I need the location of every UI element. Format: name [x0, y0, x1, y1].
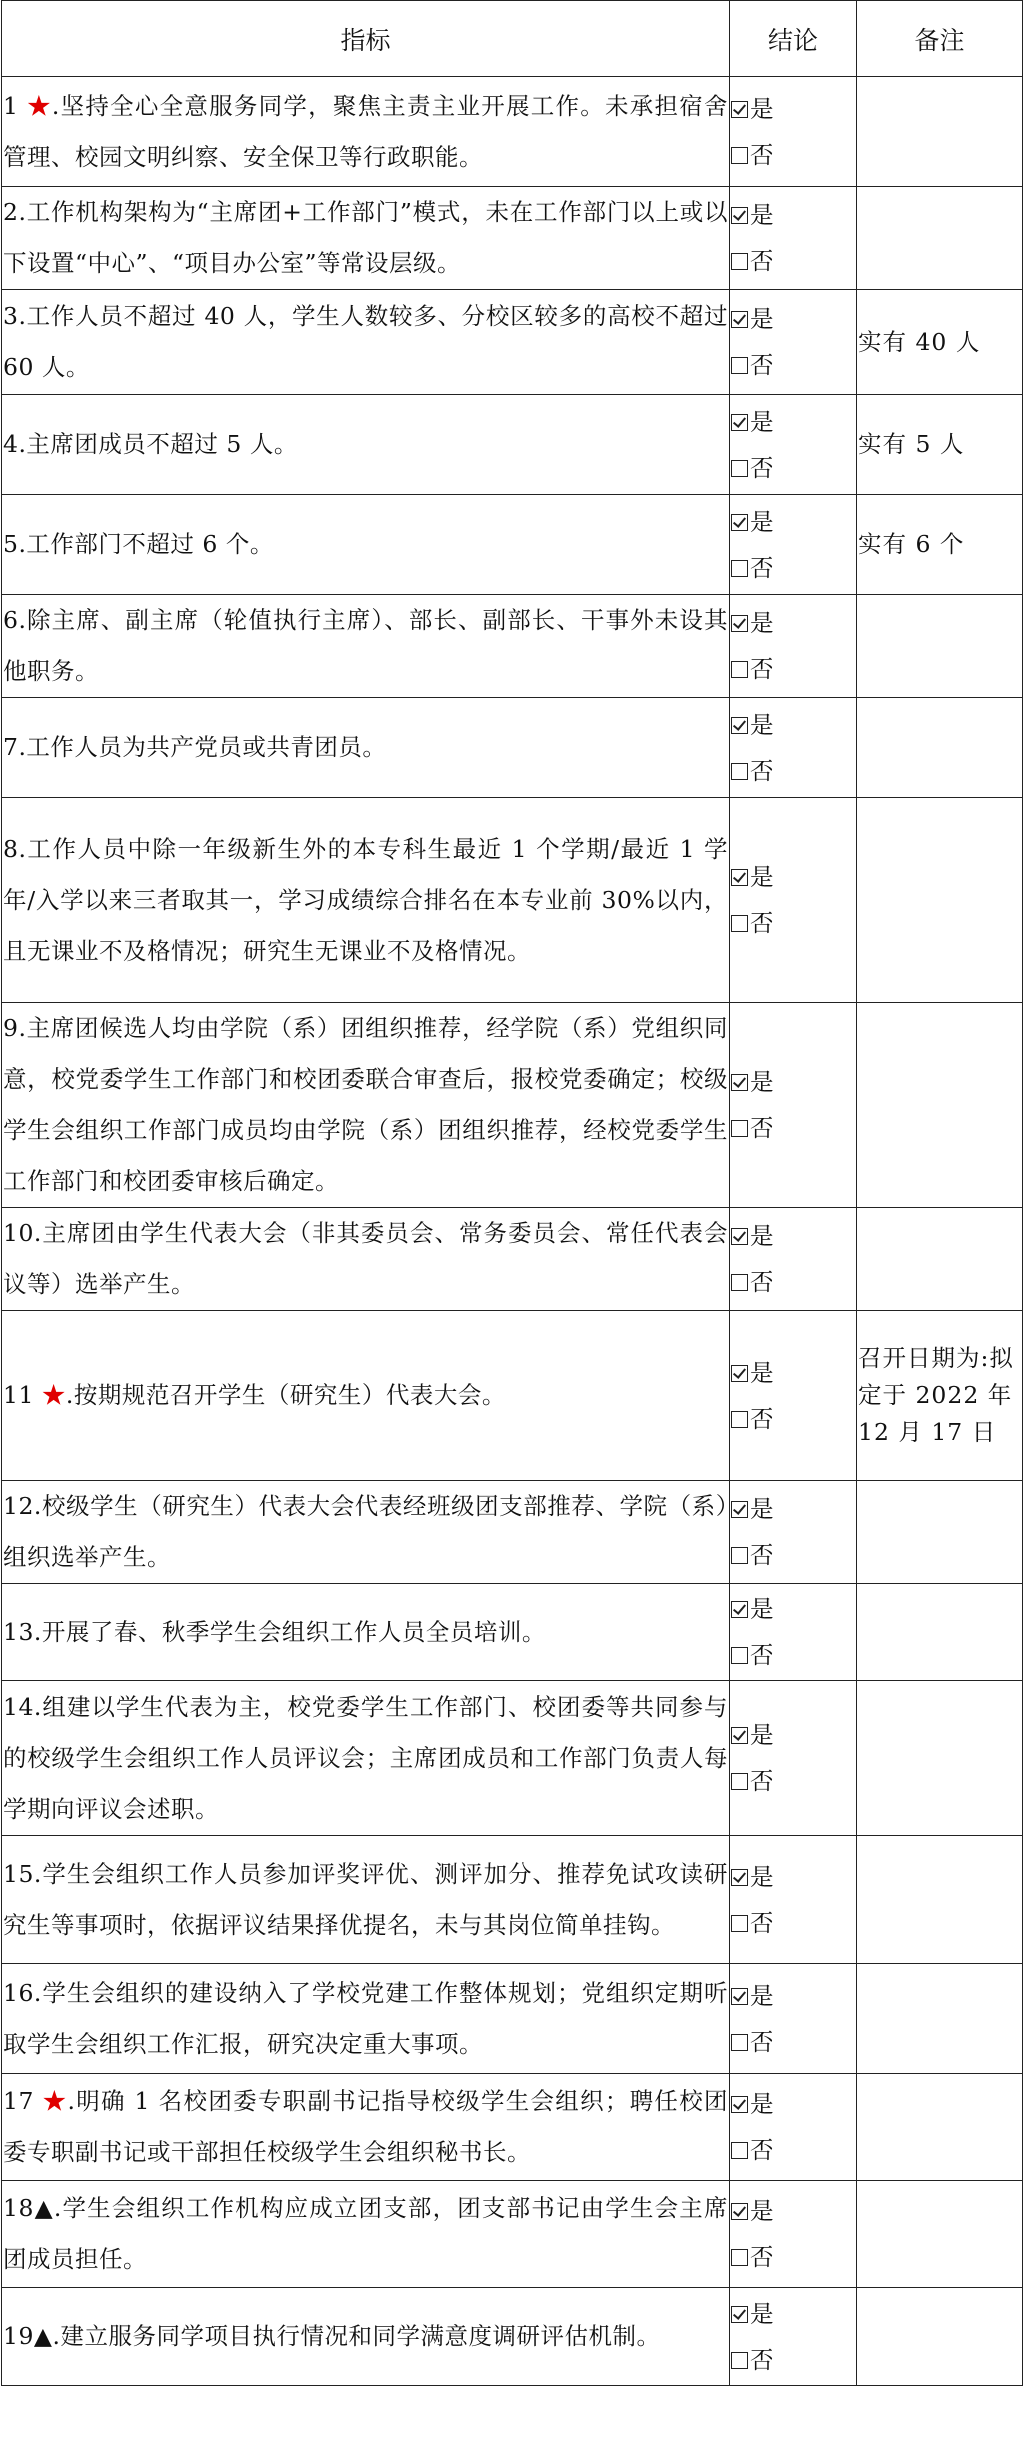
option-no[interactable] — [731, 238, 856, 284]
table-row — [2, 495, 1023, 595]
option-yes-label: 是 — [750, 1068, 774, 1096]
table-row — [2, 1481, 1023, 1584]
indicator-text: .学生会组织工作人员参加评奖评优、测评加分、推荐免试攻读研究生等事项时，依据评议结果择优提名，未与其岗位简单挂钩。 — [3, 1859, 728, 1939]
option-yes[interactable] — [731, 1350, 856, 1396]
checked-box-icon[interactable] — [731, 311, 748, 328]
indicator-number: 4 — [3, 430, 19, 458]
indicator-number: 9 — [3, 1014, 19, 1042]
indicator-number: 13 — [3, 1617, 34, 1646]
checked-box-icon[interactable] — [731, 1365, 748, 1382]
indicator-number: 3 — [3, 302, 19, 330]
option-no[interactable] — [731, 1396, 856, 1442]
option-yes[interactable] — [731, 1059, 856, 1105]
option-no-label: 否 — [750, 2345, 774, 2374]
indicator-cell — [2, 1208, 730, 1311]
indicator-cell — [2, 798, 730, 1003]
checkbox-icon[interactable] — [731, 2142, 748, 2159]
option-no[interactable] — [731, 1532, 856, 1578]
table-row — [2, 1681, 1023, 1836]
option-no-label: 否 — [750, 1114, 774, 1142]
triangle-mark-icon: ▲ — [33, 2194, 54, 2222]
option-yes-label: 是 — [750, 2090, 774, 2118]
remark-cell: 实有 6 个 — [857, 495, 1023, 595]
option-yes[interactable] — [731, 86, 856, 132]
option-yes[interactable] — [731, 192, 856, 238]
conclusion-cell — [730, 2074, 857, 2181]
indicator-number: 11 — [3, 1381, 34, 1409]
checked-box-icon[interactable] — [731, 869, 748, 886]
table-row — [2, 187, 1023, 290]
indicator-number: 16 — [3, 1978, 34, 2007]
option-yes-label: 是 — [750, 863, 774, 891]
checkbox-icon[interactable] — [731, 2249, 748, 2266]
indicator-cell — [2, 698, 730, 798]
checked-box-icon[interactable] — [731, 514, 748, 531]
option-no[interactable] — [731, 445, 856, 491]
option-no[interactable] — [731, 2127, 856, 2173]
indicator-text: .校级学生（研究生）代表大会代表经班级团支部推荐、学院（系）组织选举产生。 — [3, 1492, 728, 1571]
option-no-label: 否 — [750, 1268, 774, 1296]
conclusion-cell — [730, 1003, 857, 1208]
option-yes[interactable] — [731, 1973, 856, 2019]
remark-cell — [857, 77, 1023, 187]
option-no[interactable] — [731, 2019, 856, 2065]
conclusion-cell — [730, 1964, 857, 2074]
option-yes[interactable] — [731, 2081, 856, 2127]
remark-cell — [857, 2288, 1023, 2386]
option-no-label: 否 — [750, 2136, 774, 2164]
table-row — [2, 77, 1023, 187]
option-yes-label: 是 — [750, 2299, 774, 2328]
option-yes-label: 是 — [750, 1721, 774, 1749]
option-no-label: 否 — [750, 1767, 774, 1795]
table-row — [2, 798, 1023, 1003]
option-yes-label: 是 — [750, 407, 774, 436]
conclusion-cell — [730, 1836, 857, 1964]
triangle-mark-icon: ▲ — [33, 2322, 53, 2350]
checked-box-icon[interactable] — [731, 717, 748, 734]
indicator-cell — [2, 595, 730, 698]
option-yes[interactable] — [731, 702, 856, 748]
key-star-icon: ★ — [41, 1381, 66, 1409]
option-no[interactable] — [731, 1900, 856, 1946]
indicator-cell — [2, 395, 730, 495]
option-no[interactable] — [731, 1105, 856, 1151]
indicator-text: .按期规范召开学生（研究生）代表大会。 — [65, 1381, 506, 1409]
checked-box-icon[interactable] — [731, 615, 748, 632]
conclusion-cell — [730, 2288, 857, 2386]
table-row — [2, 1003, 1023, 1208]
indicator-text: .建立服务同学项目执行情况和同学满意度调研评估机制。 — [52, 2322, 661, 2350]
option-yes-label: 是 — [750, 1222, 774, 1250]
option-no[interactable] — [731, 1758, 856, 1804]
option-yes[interactable] — [731, 2291, 856, 2337]
checkbox-icon[interactable] — [731, 560, 748, 577]
indicator-cell — [2, 1681, 730, 1836]
conclusion-cell — [730, 395, 857, 495]
option-yes[interactable] — [731, 1854, 856, 1900]
header-indicator: 指标 — [2, 1, 730, 77]
checked-box-icon[interactable] — [731, 1074, 748, 1091]
indicator-text: .工作部门不超过 6 个。 — [18, 530, 274, 558]
option-no-label: 否 — [750, 1541, 774, 1569]
header-conclusion: 结论 — [730, 1, 857, 77]
option-yes-label: 是 — [750, 94, 774, 123]
remark-cell — [857, 2074, 1023, 2181]
indicator-text: .主席团候选人均由学院（系）团组织推荐，经学院（系）党组织同意，校党委学生工作部门和校团委联合审查后，报校党委确定；校级学生会组织工作部门成员均由学院（系）团组织推荐，经校党委学生工作部门和校团委审核后确定。 — [3, 1014, 728, 1195]
checkbox-icon[interactable] — [731, 1274, 748, 1291]
option-no-label: 否 — [750, 553, 774, 582]
indicator-number: 6 — [3, 606, 19, 634]
option-yes[interactable] — [731, 600, 856, 646]
checkbox-icon[interactable] — [731, 2352, 748, 2369]
option-yes-label: 是 — [750, 1981, 774, 2010]
option-no-label: 否 — [750, 655, 774, 683]
table-row — [2, 395, 1023, 495]
option-no-label: 否 — [750, 1908, 774, 1937]
indicator-cell — [2, 2074, 730, 2181]
option-yes[interactable] — [731, 2188, 856, 2234]
conclusion-cell — [730, 1481, 857, 1584]
checkbox-icon[interactable] — [731, 1915, 748, 1932]
option-yes-label: 是 — [750, 1595, 774, 1623]
conclusion-cell — [730, 595, 857, 698]
remark-cell — [857, 1681, 1023, 1836]
option-no[interactable] — [731, 342, 856, 388]
conclusion-cell — [730, 187, 857, 290]
header-remark: 备注 — [857, 1, 1023, 77]
remark-cell — [857, 1584, 1023, 1681]
conclusion-cell — [730, 1208, 857, 1311]
option-no-label: 否 — [750, 2027, 774, 2056]
option-yes-label: 是 — [750, 710, 774, 739]
indicator-number: 18 — [3, 2194, 34, 2222]
indicator-text: .开展了春、秋季学生会组织工作人员全员培训。 — [33, 1617, 546, 1646]
remark-cell — [857, 595, 1023, 698]
checked-box-icon[interactable] — [731, 1501, 748, 1518]
conclusion-cell — [730, 1681, 857, 1836]
conclusion-cell — [730, 2181, 857, 2288]
option-yes[interactable] — [731, 499, 856, 545]
indicator-text: .工作机构架构为“主席团+工作部门”模式，未在工作部门以上或以下设置“中心”、“项目办公室”等常设层级。 — [3, 198, 728, 277]
checked-box-icon[interactable] — [731, 1869, 748, 1886]
indicator-cell — [2, 1964, 730, 2074]
indicator-number: 12 — [3, 1492, 34, 1520]
table-row — [2, 2288, 1023, 2386]
option-no[interactable] — [731, 2337, 856, 2383]
option-no-label: 否 — [750, 1404, 774, 1433]
option-yes[interactable] — [731, 296, 856, 342]
indicator-text: .工作人员不超过 40 人，学生人数较多、分校区较多的高校不超过 60 人。 — [3, 302, 728, 381]
indicator-number: 1 — [3, 91, 19, 120]
indicator-number: 19 — [3, 2322, 34, 2350]
key-star-icon: ★ — [42, 2087, 68, 2115]
remark-cell — [857, 187, 1023, 290]
conclusion-cell — [730, 495, 857, 595]
option-no-label: 否 — [750, 247, 774, 275]
option-no[interactable] — [731, 748, 856, 794]
indicator-text: .除主席、副主席（轮值执行主席）、部长、副部长、干事外未设其他职务。 — [3, 606, 728, 685]
checked-box-icon[interactable] — [731, 2203, 748, 2220]
option-no-label: 否 — [750, 351, 774, 379]
indicator-number: 15 — [3, 1859, 34, 1888]
option-yes[interactable] — [731, 399, 856, 445]
option-no-label: 否 — [750, 453, 774, 482]
checkbox-icon[interactable] — [731, 1411, 748, 1428]
option-yes-label: 是 — [750, 201, 774, 229]
option-no[interactable] — [731, 1632, 856, 1678]
option-no-label: 否 — [750, 1641, 774, 1669]
checkbox-icon[interactable] — [731, 661, 748, 678]
checkbox-icon[interactable] — [731, 1547, 748, 1564]
option-yes-label: 是 — [750, 1358, 774, 1387]
option-yes-label: 是 — [750, 2197, 774, 2225]
conclusion-cell — [730, 1311, 857, 1481]
indicator-number: 14 — [3, 1692, 34, 1721]
checkbox-icon[interactable] — [731, 147, 748, 164]
option-yes-label: 是 — [750, 1495, 774, 1523]
option-yes[interactable] — [731, 1712, 856, 1758]
key-star-icon: ★ — [27, 91, 52, 120]
checkbox-icon[interactable] — [731, 763, 748, 780]
table-row — [2, 1584, 1023, 1681]
table-row — [2, 698, 1023, 798]
checked-box-icon[interactable] — [731, 1228, 748, 1245]
indicator-cell — [2, 77, 730, 187]
checkbox-icon[interactable] — [731, 460, 748, 477]
indicator-cell — [2, 2288, 730, 2386]
conclusion-cell — [730, 798, 857, 1003]
remark-cell: 实有 5 人 — [857, 395, 1023, 495]
indicator-text: .主席团成员不超过 5 人。 — [18, 430, 298, 458]
option-yes[interactable] — [731, 1486, 856, 1532]
indicator-cell — [2, 1584, 730, 1681]
remark-cell — [857, 2181, 1023, 2288]
checked-box-icon[interactable] — [731, 2306, 748, 2323]
option-no-label: 否 — [750, 909, 774, 937]
remark-cell — [857, 798, 1023, 1003]
checked-box-icon[interactable] — [731, 1988, 748, 2005]
checkbox-icon[interactable] — [731, 2034, 748, 2051]
remark-cell — [857, 1208, 1023, 1311]
indicator-text: .坚持全心全意服务同学，聚焦主责主业开展工作。未承担宿舍管理、校园文明纠察、安全保卫等行政职能。 — [3, 91, 728, 171]
conclusion-cell — [730, 290, 857, 395]
indicator-number: 10 — [3, 1219, 34, 1247]
indicator-text: .工作人员为共产党员或共青团员。 — [18, 733, 387, 761]
option-yes[interactable] — [731, 1586, 856, 1632]
checkbox-icon[interactable] — [731, 253, 748, 270]
indicator-cell — [2, 1003, 730, 1208]
checked-box-icon[interactable] — [731, 1601, 748, 1618]
table-row — [2, 1836, 1023, 1964]
option-no-label: 否 — [750, 2243, 774, 2271]
checked-box-icon[interactable] — [731, 2096, 748, 2113]
indicator-text: .主席团由学生代表大会（非其委员会、常务委员会、常任代表会议等）选举产生。 — [3, 1219, 728, 1298]
option-yes[interactable] — [731, 854, 856, 900]
checkbox-icon[interactable] — [731, 357, 748, 374]
indicator-text: .学生会组织工作机构应成立团支部，团支部书记由学生会主席团成员担任。 — [3, 2194, 728, 2273]
conclusion-cell — [730, 698, 857, 798]
remark-cell — [857, 698, 1023, 798]
indicator-text: .学生会组织的建设纳入了学校党建工作整体规划；党组织定期听取学生会组织工作汇报，研究决定重大事项。 — [3, 1978, 728, 2058]
table-row — [2, 290, 1023, 395]
remark-cell — [857, 1003, 1023, 1208]
indicator-number: 5 — [3, 530, 19, 558]
remark-cell — [857, 1481, 1023, 1584]
option-no[interactable] — [731, 132, 856, 178]
option-no[interactable] — [731, 900, 856, 946]
remark-cell: 召开日期为:拟定于 2022 年 12 月 17 日 — [857, 1311, 1023, 1481]
checkbox-icon[interactable] — [731, 915, 748, 932]
option-yes-label: 是 — [750, 305, 774, 333]
indicator-number: 2 — [3, 198, 19, 226]
indicator-text: .工作人员中除一年级新生外的本专科生最近 1 个学期/最近 1 学年/入学以来三者取其一，学习成绩综合排名在本专业前 30%以内，且无课业不及格情况；研究生无课业不及格情况。 — [3, 834, 728, 965]
checkbox-icon[interactable] — [731, 1773, 748, 1790]
option-no[interactable] — [731, 2234, 856, 2280]
option-yes-label: 是 — [750, 507, 774, 536]
remark-cell: 实有 40 人 — [857, 290, 1023, 395]
option-no[interactable] — [731, 1259, 856, 1305]
table-row — [2, 2074, 1023, 2181]
checked-box-icon[interactable] — [731, 414, 748, 431]
conclusion-cell — [730, 77, 857, 187]
option-no[interactable] — [731, 646, 856, 692]
checked-box-icon[interactable] — [731, 1727, 748, 1744]
indicator-cell — [2, 1481, 730, 1584]
option-yes-label: 是 — [750, 609, 774, 637]
indicator-cell — [2, 1311, 730, 1481]
table-row — [2, 595, 1023, 698]
indicator-number: 17 — [3, 2087, 34, 2115]
indicator-text: .组建以学生代表为主，校党委学生工作部门、校团委等共同参与的校级学生会组织工作人员评议会；主席团成员和工作部门负责人每学期向评议会述职。 — [3, 1692, 728, 1823]
table-row — [2, 1311, 1023, 1481]
table-row — [2, 1964, 1023, 2074]
indicator-cell — [2, 1836, 730, 1964]
remark-cell — [857, 1964, 1023, 2074]
conclusion-cell — [730, 1584, 857, 1681]
indicator-cell — [2, 2181, 730, 2288]
option-no[interactable] — [731, 545, 856, 591]
checkbox-icon[interactable] — [731, 1647, 748, 1664]
indicator-cell — [2, 187, 730, 290]
table-row — [2, 2181, 1023, 2288]
checkbox-icon[interactable] — [731, 1120, 748, 1137]
indicator-text: .明确 1 名校团委专职副书记指导校级学生会组织；聘任校团委专职副书记或干部担任校级学生会组织秘书长。 — [3, 2087, 728, 2166]
option-no-label: 否 — [750, 756, 774, 785]
indicator-number: 8 — [3, 834, 19, 863]
indicator-cell — [2, 495, 730, 595]
indicator-number: 7 — [3, 733, 19, 761]
option-yes-label: 是 — [750, 1862, 774, 1891]
remark-cell — [857, 1836, 1023, 1964]
header-row — [2, 1, 1023, 77]
option-yes[interactable] — [731, 1213, 856, 1259]
table-row — [2, 1208, 1023, 1311]
indicator-cell — [2, 290, 730, 395]
checked-box-icon[interactable] — [731, 207, 748, 224]
review-table — [1, 0, 1023, 2386]
option-no-label: 否 — [750, 140, 774, 169]
checked-box-icon[interactable] — [731, 101, 748, 118]
